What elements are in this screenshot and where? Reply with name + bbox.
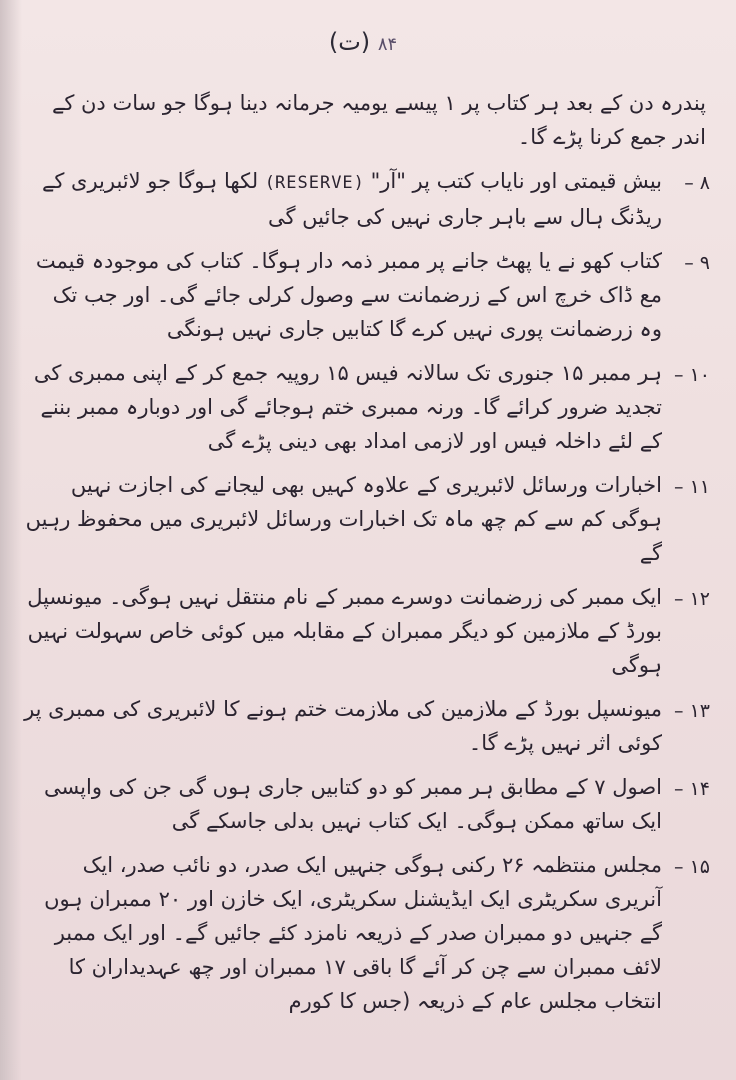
rule-number: ۸ – [684,172,710,194]
rules-body [24,86,710,1028]
intro-paragraph [24,86,710,154]
rule-item [24,692,710,760]
rule-item [24,770,710,838]
rule-text: اخبارات ورسائل لائبریری کے علاوہ کہیں بھی لیجانے کی اجازت نہیں ہوگی کم سے کم چھ ماہ تک اخبارات ورسائل لائبریری میں محفوظ رہیں گے [25,473,662,565]
rule-item [24,244,710,346]
rule-text: مجلس منتظمہ ۲۶ رکنی ہوگی جنہیں ایک صدر، دو نائب صدر، ایک آنریری سکریٹری ایک ایڈیشنل سکریٹری، ایک خازن اور ۲۰ ممبران ہوں گے جنہیں دو ممبران صدر کے ذریعہ نامزد کئے جائیں گے۔ اور ایک ممبر لائف ممبران سے چن کر آئے گا باقی ۱۷ ممبران اور چھ عہدیداران کا انتخاب مجلس عام کے ذریعہ (جس کا کورم [44,853,662,1013]
rule-number: ۹ – [684,252,710,274]
rule-text: میونسپل بورڈ کے ملازمین کی ملازمت ختم ہونے کا لائبریری کی ممبری پر کوئی اثر نہیں پڑے گا۔ [24,697,662,755]
rule-number: ۱۵ – [674,856,710,878]
page-number: (ت) [328,28,371,56]
rule-text: اصول ۷ کے مطابق ہر ممبر کو دو کتابیں جاری ہوں گی جن کی واپسی ایک ساتھ ممکن ہوگی۔ ایک کتاب نہیں بدلی جاسکے گی [43,775,662,833]
rule-text: کتاب کھو نے یا پھٹ جانے پر ممبر ذمہ دار ہوگا۔ کتاب کی موجودہ قیمت مع ڈاک خرچ اس کے زرضمانت سے وصول کرلی جائے گی۔ اور جب تک وہ زرضمانت پوری نہیں کرے گا کتابیں جاری نہیں ہونگی [35,249,662,341]
rule-number: ۱۰ – [674,364,710,386]
intro-text: پندرہ دن کے بعد ہر کتاب پر ۱ پیسے یومیہ جرمانہ دینا ہوگا جو سات دن کے اندر جمع کرنا پڑے گا۔ [52,91,706,149]
reserve-label: (RESERVE) [264,173,364,193]
rule-text: ایک ممبر کی زرضمانت دوسرے ممبر کے نام منتقل نہیں ہوگی۔ میونسپل بورڈ کے ملازمین کو دیگر ممبران کے مقابلہ میں کوئی خاص سہولت نہیں ہوگی [27,585,662,677]
rule-number: ۱۳ – [674,700,710,722]
rule-item [24,848,710,1018]
page-header [0,28,736,56]
rule-item [24,468,710,570]
rule-number: ۱۲ – [674,588,710,610]
rule-text: بیش قیمتی اور نایاب کتب پر "آر" (RESERVE) لکھا ہوگا جو لائبریری کے ریڈنگ ہال سے باہر جاری نہیں کی جائیں گی [42,169,662,229]
page-edge-shadow [0,0,22,1080]
rule-item [24,356,710,458]
rule-number: ۱۱ – [674,476,710,498]
rule-number: ۱۴ – [674,778,710,800]
rule-item [24,580,710,682]
rule-text: ہر ممبر ۱۵ جنوری تک سالانہ فیس ۱۵ روپیہ جمع کر کے اپنی ممبری کی تجدید ضرور کرائے گا۔ ورنہ ممبری ختم ہوجائے گی اور دوبارہ ممبر بننے کے لئے داخلہ فیس اور لازمی امداد بھی دینی پڑے گی [33,361,662,453]
rule-item [24,164,710,234]
handwritten-scribble: ۸۴ [377,34,398,55]
